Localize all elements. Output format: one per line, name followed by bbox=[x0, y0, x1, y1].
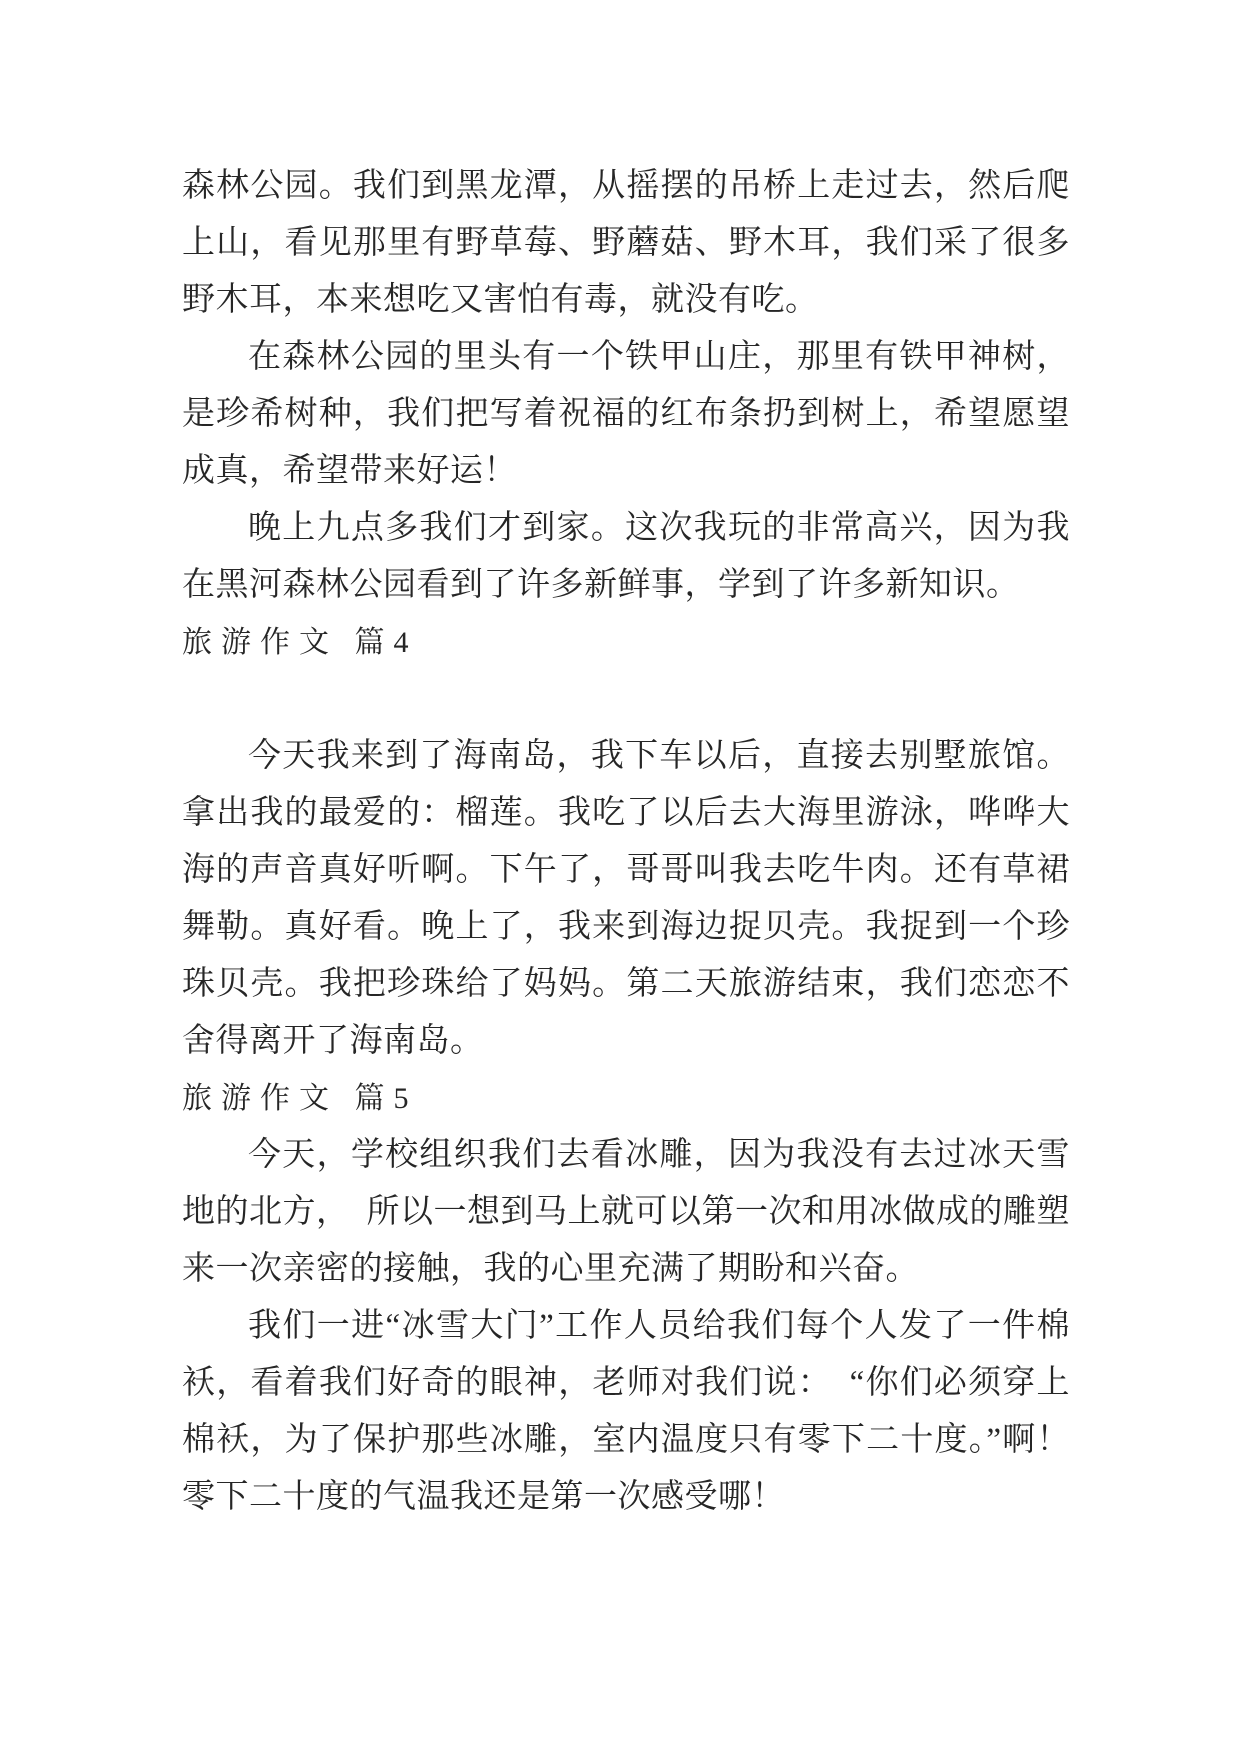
paragraph-ice-snow-gate: 我们一进“冰雪大门”工作人员给我们每个人发了一件棉袄，看着我们好奇的眼神，老师对我们说： “你们必须穿上棉袄，为了保护那些冰雕，室内温度只有零下二十度。”啊！ 零下二十度的气温我还是第一次感受哪！ bbox=[182, 1308, 1104, 1515]
essay-text-block bbox=[182, 158, 1104, 1526]
paragraph-hainan-island: 今天我来到了海南岛，我下车以后，直接去别墅旅馆。拿出我的最爱的：榴莲。我吃了以后去大海里游泳，哗哗大海的声音真好听啊。下午了，哥哥叫我去吃牛肉。还有草裙舞勒。真好看。晚上了，我来到海边捉贝壳。我捉到一个珍珠贝壳。我把珍珠给了妈妈。第二天旅游结束，我们恋恋不舍得离开了海南岛。 bbox=[182, 738, 1070, 1059]
section-heading-essay-4: 旅游作文 篇4 bbox=[182, 626, 418, 659]
paragraph-tiejia-villa: 在森林公园的里头有一个铁甲山庄，那里有铁甲神树，是珍希树种，我们把写着祝福的红布条扔到树上，希望愿望成真，希望带来好运！ bbox=[182, 339, 1070, 489]
paragraph-forest-park: 森林公园。我们到黑龙潭，从摇摆的吊桥上走过去，然后爬上山，看见那里有野草莓、野蘑菇、野木耳，我们采了很多野木耳，本来想吃又害怕有毒，就没有吃。 bbox=[182, 168, 1070, 318]
section-heading-essay-5: 旅游作文 篇5 bbox=[182, 1082, 418, 1115]
paragraph-ice-sculpture-intro: 今天，学校组织我们去看冰雕，因为我没有去过冰天雪地的北方， 所以一想到马上就可以第一次和用冰做成的雕塑来一次亲密的接触，我的心里充满了期盼和兴奋。 bbox=[182, 1137, 1070, 1287]
blank-line-spacer bbox=[182, 671, 1070, 728]
paragraph-home-at-night: 晚上九点多我们才到家。这次我玩的非常高兴，因为我在黑河森林公园看到了许多新鲜事，学到了许多新知识。 bbox=[182, 510, 1070, 603]
